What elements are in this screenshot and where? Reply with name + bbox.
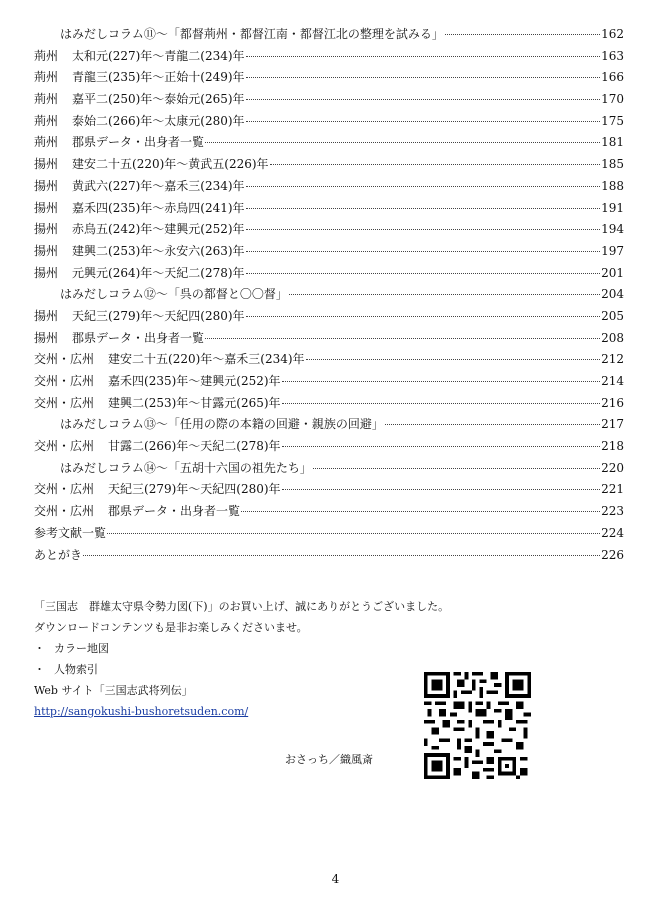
toc-title: [34, 67, 245, 89]
toc-page-number: 208: [601, 330, 624, 345]
toc-row[interactable]: [34, 458, 624, 480]
leader-dots: [445, 33, 600, 35]
leader-dots: [385, 423, 600, 425]
leader-dots: [246, 76, 601, 78]
toc-region: 揚州: [34, 308, 59, 323]
toc-entry-text: 赤烏五(242)年～建興元(252)年: [72, 222, 245, 237]
toc-entry-text: 建興二(253)年～甘露元(265)年: [108, 395, 281, 410]
leader-dots: [83, 554, 600, 556]
toc-title: [34, 263, 245, 285]
leader-dots: [241, 510, 600, 512]
toc-row[interactable]: [34, 501, 624, 523]
leader-dots: [270, 163, 601, 165]
leader-dots: [246, 55, 601, 57]
closing-notes: [34, 596, 449, 722]
toc-entry-text: 甘露二(266)年～天紀二(278)年: [108, 439, 281, 454]
leader-dots: [246, 207, 601, 209]
toc-entry-text: 太和元(227)年～青龍二(234)年: [72, 48, 245, 63]
toc-page-number: 216: [601, 395, 624, 410]
bullet-mark: ・: [34, 642, 45, 655]
toc-entry-text: 建安二十五(220)年～黄武五(226)年: [72, 157, 269, 172]
toc-title: [34, 154, 269, 176]
toc-entry-text: 元興元(264)年～天紀二(278)年: [72, 265, 245, 280]
toc-entry-text: 郡県データ・出身者一覧: [72, 330, 205, 345]
toc-row[interactable]: [34, 219, 624, 241]
toc-row[interactable]: [34, 241, 624, 263]
toc-page-number: 223: [601, 504, 624, 519]
toc-title: あとがき: [34, 547, 83, 562]
leader-dots: [205, 337, 600, 339]
toc-row[interactable]: [34, 545, 624, 567]
toc-row[interactable]: [34, 24, 624, 46]
toc-row[interactable]: [34, 479, 624, 501]
toc-page-number: 205: [601, 308, 624, 323]
toc-region: 荊州: [34, 92, 59, 107]
toc-entry-text: 黄武六(227)年～嘉禾三(234)年: [72, 178, 245, 193]
toc-title: [34, 393, 281, 415]
toc-row[interactable]: [34, 306, 624, 328]
leader-dots: [306, 358, 601, 360]
toc-region: 揚州: [34, 265, 59, 280]
toc-region: 荊州: [34, 70, 59, 85]
leader-dots: [246, 272, 601, 274]
toc-region: 荊州: [34, 48, 59, 63]
toc-page-number: 194: [601, 222, 624, 237]
toc-title: [34, 198, 245, 220]
toc-page-number: 224: [601, 525, 624, 540]
bullet-item: [34, 638, 449, 659]
toc-region: 荊州: [34, 135, 59, 150]
toc-title: [34, 306, 245, 328]
toc-row[interactable]: [34, 284, 624, 306]
toc-row[interactable]: [34, 436, 624, 458]
toc-page-number: 163: [601, 48, 624, 63]
toc-row[interactable]: [34, 263, 624, 285]
toc-row[interactable]: [34, 132, 624, 154]
toc-title: はみだしコラム⑬～「任用の際の本籍の回避・親族の回避」: [60, 417, 384, 432]
toc-page-number: 181: [601, 135, 624, 150]
website-link[interactable]: http://sangokushi-bushoretsuden.com/: [34, 705, 249, 718]
toc-entry-text: 天紀三(279)年～天紀四(280)年: [108, 482, 281, 497]
leader-dots: [246, 98, 601, 100]
leader-dots: [289, 293, 600, 295]
toc-title: [34, 176, 245, 198]
toc-page-number: 226: [601, 547, 624, 562]
toc-title: [34, 328, 204, 350]
leader-dots: [282, 445, 601, 447]
page-number: 4: [331, 872, 340, 886]
toc-title: [34, 479, 281, 501]
toc-row[interactable]: [34, 154, 624, 176]
toc-page-number: 212: [601, 352, 624, 367]
toc-title: [34, 349, 305, 371]
leader-dots: [246, 120, 601, 122]
toc-entry-text: 郡県データ・出身者一覧: [72, 135, 205, 150]
toc-title: [34, 436, 281, 458]
website-label: Web サイト「三国志武将列伝」: [34, 684, 193, 697]
toc-region: 交州・広州: [34, 482, 95, 497]
toc-region: 揚州: [34, 330, 59, 345]
leader-dots: [282, 488, 601, 490]
toc-title: [34, 89, 245, 111]
toc-title: 参考文献一覧: [34, 525, 107, 540]
toc-row[interactable]: [34, 89, 624, 111]
toc-row[interactable]: [34, 198, 624, 220]
toc-row[interactable]: [34, 349, 624, 371]
toc-entry-text: 建安二十五(220)年～嘉禾三(234)年: [108, 352, 305, 367]
toc-page-number: 221: [601, 482, 624, 497]
toc-region: 揚州: [34, 222, 59, 237]
toc-region: 交州・広州: [34, 395, 95, 410]
toc-entry-text: 嘉平二(250)年～泰始元(265)年: [72, 92, 245, 107]
leader-dots: [205, 141, 600, 143]
leader-dots: [246, 250, 601, 252]
toc-entry-text: 天紀三(279)年～天紀四(280)年: [72, 308, 245, 323]
toc-row[interactable]: [34, 111, 624, 133]
toc-entry-text: 青龍三(235)年～正始十(249)年: [72, 70, 245, 85]
toc-title: [34, 111, 245, 133]
toc-page-number: 175: [601, 113, 624, 128]
leader-dots: [313, 467, 600, 469]
bullet-item: [34, 659, 449, 680]
toc-title: [34, 241, 245, 263]
toc-page-number: 217: [601, 417, 624, 432]
toc-page-number: 214: [601, 374, 624, 388]
toc-page-number: 188: [601, 178, 624, 193]
toc-entry-text: 建興二(253)年～永安六(263)年: [72, 243, 245, 258]
bullet-text: 人物索引: [54, 663, 98, 676]
toc-row[interactable]: [34, 67, 624, 89]
leader-dots: [246, 185, 601, 187]
toc-region: 交州・広州: [34, 374, 95, 388]
toc-page-number: 220: [601, 460, 624, 475]
thanks-message: 「三国志 群雄太守県令勢力図(下)」のお買い上げ、誠にありがとうございました。: [34, 600, 450, 613]
toc-region: 交州・広州: [34, 504, 95, 519]
toc-region: 揚州: [34, 157, 59, 172]
toc-title: [34, 46, 245, 68]
toc-row[interactable]: [34, 371, 624, 393]
toc-title: [34, 219, 245, 241]
download-message: ダウンロードコンテンツも是非お楽しみくださいませ。: [34, 621, 308, 634]
toc-region: 荊州: [34, 113, 59, 128]
toc-title: [34, 371, 281, 393]
toc-entry-text: 郡県データ・出身者一覧: [108, 504, 241, 519]
toc-page-number: 191: [601, 200, 624, 215]
toc-row[interactable]: [34, 176, 624, 198]
toc-row[interactable]: [34, 414, 624, 436]
toc-page-number: 166: [601, 70, 624, 85]
toc-region: 揚州: [34, 178, 59, 193]
leader-dots: [246, 315, 601, 317]
toc-title: [34, 501, 240, 523]
toc-title: はみだしコラム⑭～「五胡十六国の祖先たち」: [60, 460, 312, 475]
leader-dots: [282, 402, 601, 404]
toc-title: はみだしコラム⑪～「都督荊州・都督江南・都督江北の整理を試みる」: [60, 27, 444, 41]
toc-region: 交州・広州: [34, 352, 95, 367]
leader-dots: [246, 228, 601, 230]
toc-row[interactable]: [34, 393, 624, 415]
toc-row[interactable]: [34, 523, 624, 545]
toc-region: 揚州: [34, 243, 59, 258]
qr-code-icon: [424, 672, 531, 779]
bullet-text: カラー地図: [54, 642, 109, 655]
toc-entry-text: 嘉禾四(235)年～赤烏四(241)年: [72, 200, 245, 215]
leader-dots: [107, 532, 600, 534]
toc-page-number: 185: [601, 157, 624, 172]
toc-region: 揚州: [34, 200, 59, 215]
toc-page-number: 170: [601, 92, 624, 107]
bullet-mark: ・: [34, 663, 45, 676]
toc-entry-text: 泰始二(266)年～太康元(280)年: [72, 113, 245, 128]
toc-row[interactable]: [34, 46, 624, 68]
leader-dots: [282, 380, 601, 382]
toc-page-number: 162: [601, 27, 624, 41]
toc-row[interactable]: [34, 328, 624, 350]
toc-title: はみだしコラム⑫～「呉の都督と〇〇督」: [60, 287, 288, 302]
toc-page-number: 201: [601, 265, 624, 280]
author-signature: おさっち／織風斎: [285, 753, 373, 766]
toc-page-number: 218: [601, 439, 624, 454]
toc-region: 交州・広州: [34, 439, 95, 454]
toc-page-number: 204: [601, 287, 624, 302]
toc-entry-text: 嘉禾四(235)年～建興元(252)年: [108, 374, 281, 388]
toc-title: [34, 132, 204, 154]
table-of-contents: [34, 24, 624, 566]
toc-page-number: 197: [601, 243, 624, 258]
